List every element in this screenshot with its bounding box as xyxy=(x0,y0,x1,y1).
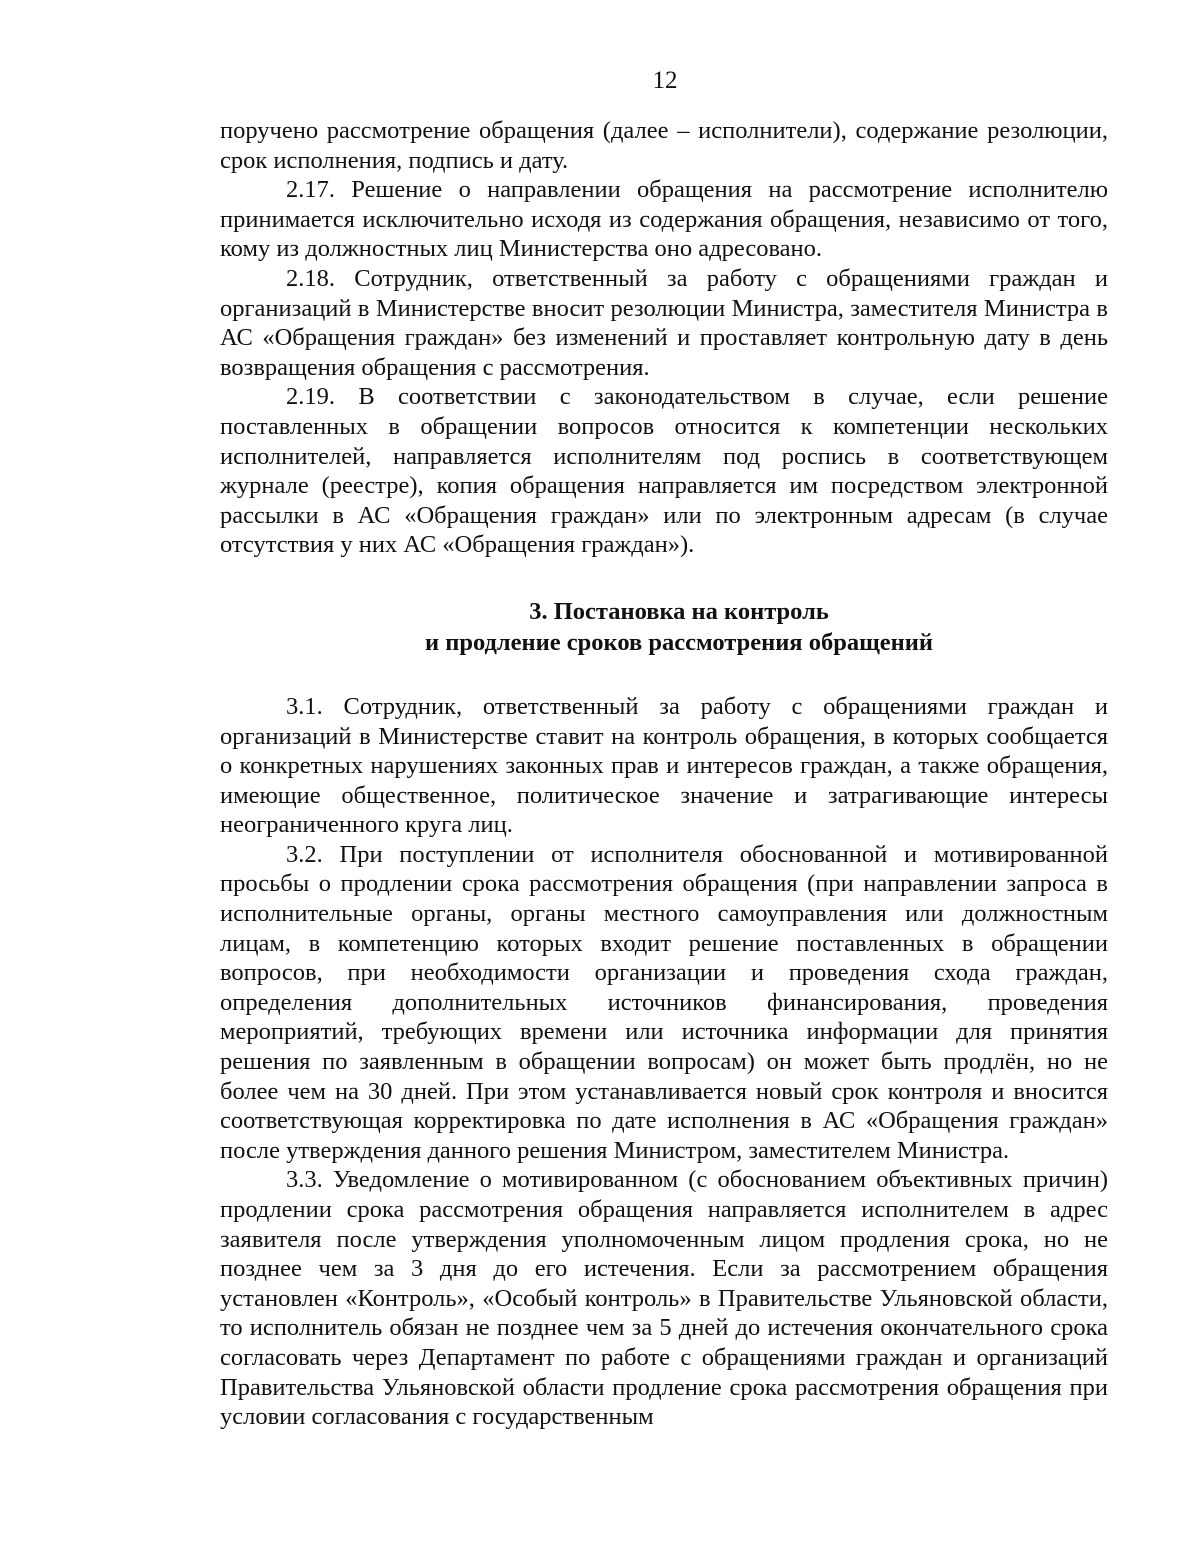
paragraph-3-2: 3.2. При поступлении от исполнителя обоснованной и мотивированной просьбы о продлении срока рассмотрения обращения (при направлении запроса в исполнительные органы, органы местного самоуправления или должностным лицам, в компетенцию которых входит решение поставленных в обращении вопросов, при необходимости организации и проведения схода граждан, определения дополнительных источников финансирования, проведения мероприятий, требующих времени или источника информации для принятия решения по заявленным в обращении вопросам) он может быть продлён, но не более чем на 30 дней. При этом устанавливается новый срок контроля и вносится соответствующая корректировка по дате исполнения в АС «Обращения граждан» после утверждения данного решения Министром, заместителем Министра. xyxy=(220,840,1108,1164)
paragraph-2-17: 2.17. Решение о направлении обращения на рассмотрение исполнителю принимается исключительно исходя из содержания обращения, независимо от того, кому из должностных лиц Министерства оно адресовано. xyxy=(220,176,1108,263)
page-number: 12 xyxy=(652,67,678,94)
paragraph-3-1: 3.1. Сотрудник, ответственный за работу с обращениями граждан и организаций в Министерстве ставит на контроль обращения, в которых сообщается о конкретных нарушениях законных прав и интересов граждан, а также обращения, имеющие общественное, политическое значение и затрагивающие интересы неограниченного круга лиц. xyxy=(220,692,1108,839)
paragraph-2-18: 2.18. Сотрудник, ответственный за работу с обращениями граждан и организаций в Министерстве вносит резолюции Министра, заместителя Министра в АС «Обращения граждан» без изменений и проставляет контрольную дату в день возвращения обращения с рассмотрения. xyxy=(220,264,1108,381)
paragraph-2-19: 2.19. В соответствии с законодательством в случае, если решение поставленных в обращении вопросов относится к компетенции нескольких исполнителей, направляется исполнителям под роспись в соответствующем журнале (реестре), копия обращения направляется им посредством электронной рассылки в АС «Обращения граждан» или по электронным адресам (в случае отсутствия у них АС «Обращения граждан»). xyxy=(220,383,1108,559)
document-body xyxy=(220,116,1108,1432)
section-heading xyxy=(220,596,1108,658)
section-heading-line-1: 3. Постановка на контроль xyxy=(529,597,829,625)
paragraph-3-3: 3.3. Уведомление о мотивированном (с обоснованием объективных причин) продлении срока рассмотрения обращения направляется исполнителем в адрес заявителя после утверждения уполномоченным лицом продления срока, но не позднее чем за 3 дня до его истечения. Если за рассмотрением обращения установлен «Контроль», «Особый контроль» в Правительстве Ульяновской области, то исполнитель обязан не позднее чем за 5 дней до истечения окончательного срока согласовать через Департамент по работе с обращениями граждан и организаций Правительства Ульяновской области продление срока рассмотрения обращения при условии согласования с государственным xyxy=(220,1166,1108,1431)
paragraph-continuation: поручено рассмотрение обращения (далее – исполнители), содержание резолюции, срок исполнения, подпись и дату. xyxy=(220,117,1108,174)
section-heading-line-2: и продление сроков рассмотрения обращений xyxy=(425,628,933,656)
